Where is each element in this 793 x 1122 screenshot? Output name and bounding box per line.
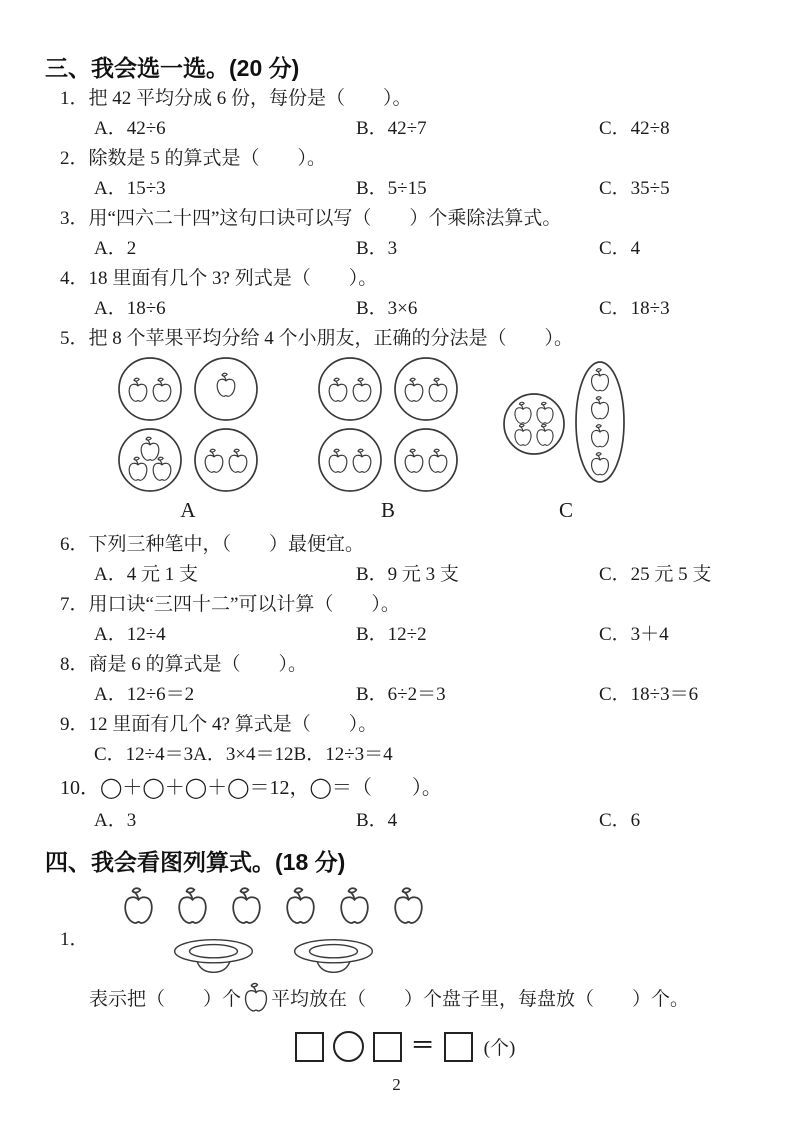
group-label-c: C: [558, 498, 573, 522]
question-number: 1．: [60, 88, 89, 109]
options-row: [45, 620, 765, 650]
apple-icon: [230, 886, 263, 926]
question-number: 9．: [60, 714, 89, 735]
group-label-a: A: [180, 498, 196, 522]
equation-unit: (个): [483, 1038, 516, 1059]
question-text: ◯＋◯＋◯＋◯＝12，◯＝（ ）。: [100, 777, 442, 799]
equation-box-1: [295, 1032, 324, 1062]
options-combined: C．12÷4＝3A．3×4＝12B．12÷3＝4: [94, 744, 393, 765]
question-line: [45, 770, 765, 806]
question-line: [45, 264, 765, 294]
option-a: A．3: [94, 810, 137, 831]
option-b: B．6÷2＝3: [356, 684, 446, 705]
option-c: C．35÷5: [599, 178, 670, 199]
equation-box-3: [444, 1032, 473, 1062]
options-row: [45, 234, 765, 264]
question-text: 18 里面有几个 3? 列式是（ ）。: [88, 268, 378, 289]
section3-heading: 三、我会选一选。(20 分): [45, 55, 300, 81]
option-a: A．12÷6＝2: [94, 684, 195, 705]
apple-icon: [338, 886, 371, 926]
option-c: C．3＋4: [599, 624, 669, 645]
apples-row: [122, 886, 425, 926]
option-c: C．6: [599, 810, 641, 831]
question-number: 3．: [60, 208, 89, 229]
apple-icon: [284, 886, 317, 926]
option-a: A．12÷4: [94, 624, 166, 645]
apple-group-b: [318, 356, 458, 499]
question-number: 6．: [60, 534, 89, 555]
question-line: [45, 590, 765, 620]
question-number: 2．: [60, 148, 89, 169]
equation-row: [45, 1031, 765, 1062]
page-number: 2: [392, 1075, 401, 1094]
question-line: [45, 204, 765, 234]
option-b: B．42÷7: [356, 118, 427, 139]
section4-figure: [45, 886, 765, 984]
option-a: A．18÷6: [94, 298, 166, 319]
group-label-b: B: [380, 498, 395, 522]
apple-icon: [122, 886, 155, 926]
question-number: 10．: [60, 777, 100, 799]
options-row: [45, 294, 765, 324]
question-number: 5．: [60, 328, 89, 349]
plates-row: [172, 938, 375, 976]
options-row: [45, 114, 765, 144]
question-text: 下列三种笔中，（ ）最便宜。: [88, 534, 365, 555]
option-b: B．4: [356, 810, 398, 831]
apple-group-c: [503, 356, 629, 495]
caption-after: 平均放在（ ）个盘子里，每盘放（ ）个。: [271, 988, 690, 1010]
option-b: B．12÷2: [356, 624, 427, 645]
question-text: 用“四六二十四”这句口诀可以写（ ）个乘除法算式。: [88, 208, 562, 229]
apple-icon: [243, 982, 269, 1013]
options-row: [45, 174, 765, 204]
question-number: 8．: [60, 654, 89, 675]
question-text: 12 里面有几个 4? 算式是（ ）。: [88, 714, 378, 735]
option-c: C．42÷8: [599, 118, 670, 139]
option-b: B．9 元 3 支: [356, 564, 459, 585]
option-a: A．15÷3: [94, 178, 166, 199]
question-text: 商是 6 的算式是（ ）。: [88, 654, 308, 675]
apple-icon: [176, 886, 209, 926]
question-line: [45, 144, 765, 174]
option-b: B．3×6: [356, 298, 418, 319]
question-text: 用口诀“三四十二”可以计算（ ）。: [88, 594, 400, 615]
question-line: [45, 650, 765, 680]
question-number: 7．: [60, 594, 89, 615]
options-row: [45, 806, 765, 836]
option-c: C．4: [599, 238, 641, 259]
section4-heading: 四、我会看图列算式。(18 分): [45, 849, 346, 875]
equation-operator-circle: [333, 1031, 364, 1062]
q5-apple-groups-figure: [45, 354, 765, 530]
plate-icon: [172, 938, 255, 976]
question-line: [45, 84, 765, 114]
question-line: [45, 324, 765, 354]
question-text: 除数是 5 的算式是（ ）。: [88, 148, 327, 169]
fill-blank-sentence: [45, 984, 765, 1015]
options-row: [45, 680, 765, 710]
equals-sign: ＝: [410, 1033, 435, 1059]
question-number: 4．: [60, 268, 89, 289]
caption-before: 表示把（ ）个: [89, 988, 242, 1010]
options-row: [45, 740, 765, 770]
option-b: B．5÷15: [356, 178, 427, 199]
question-list: [45, 84, 765, 836]
options-row: [45, 560, 765, 590]
question-text: 把 42 平均分成 6 份，每份是（ ）。: [88, 88, 412, 109]
apple-icon: [392, 886, 425, 926]
question-text: 把 8 个苹果平均分给 4 个小朋友，正确的分法是（ ）。: [88, 328, 574, 349]
apple-group-a: [118, 356, 258, 499]
option-b: B．3: [356, 238, 398, 259]
option-a: A．42÷6: [94, 118, 166, 139]
option-c: C．25 元 5 支: [599, 564, 712, 585]
option-a: A．4 元 1 支: [94, 564, 198, 585]
plate-icon: [292, 938, 375, 976]
option-c: C．18÷3＝6: [599, 684, 699, 705]
question-line: [45, 530, 765, 560]
equation-box-2: [373, 1032, 402, 1062]
item-number: 1．: [60, 929, 89, 950]
option-a: A．2: [94, 238, 137, 259]
question-line: [45, 710, 765, 740]
option-c: C．18÷3: [599, 298, 670, 319]
